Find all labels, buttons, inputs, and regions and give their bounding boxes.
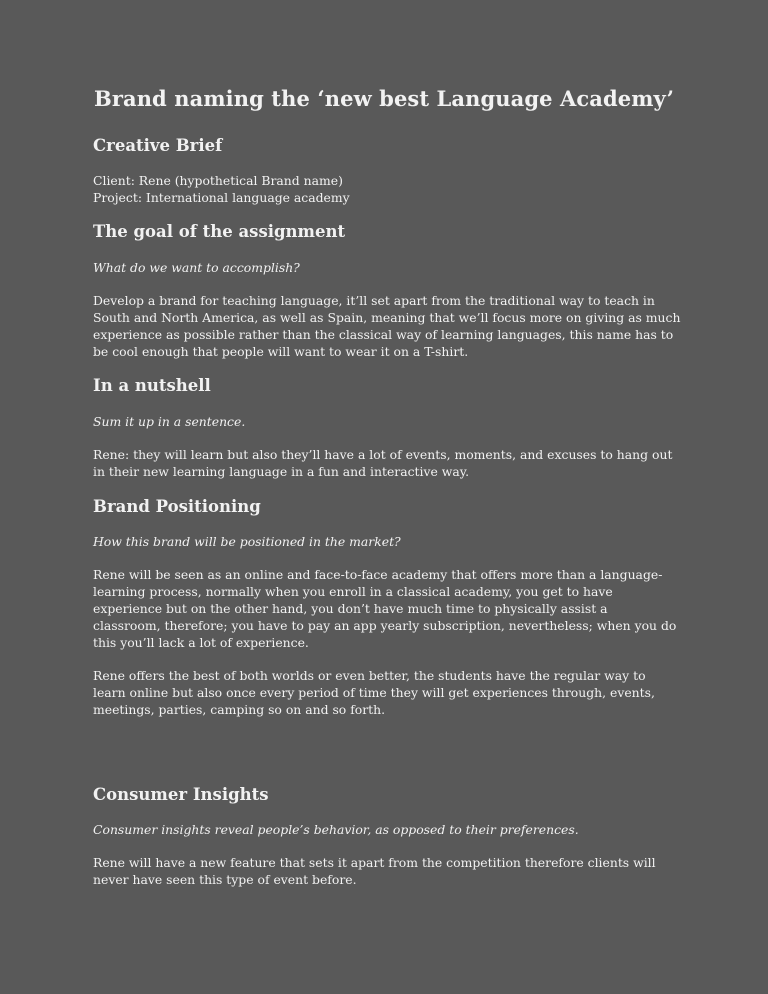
client-line: Client: Rene (hypothetical Brand name) [93,173,343,188]
positioning-heading: Brand Positioning [93,497,261,516]
nutshell-body: Rene: they will learn but also they’ll have a lot of events, moments, and excuses to hang out in their new learning language in a fun and interactive way. [93,447,673,479]
creative-brief-heading: Creative Brief [93,136,223,155]
nutshell-prompt: Sum it up in a sentence. [93,414,246,429]
insights-heading: Consumer Insights [93,785,269,804]
goal-body: Develop a brand for teaching language, it’ll set apart from the traditional way to teach in South and North America, as well as Spain, meaning that we’ll focus more on giving as much experience as possible rather than the classical way of learning languages, this name has to be cool enough that people will want to wear it on a T-shirt. [93,293,681,359]
insights-prompt: Consumer insights reveal people’s behavior, as opposed to their preferences. [93,822,579,837]
goal-prompt: What do we want to accomplish? [93,260,300,275]
document-title: Brand naming the ‘new best Language Academy’ [93,86,675,111]
nutshell-heading: In a nutshell [93,376,211,395]
project-line: Project: International language academy [93,190,350,205]
goal-heading: The goal of the assignment [93,222,346,241]
positioning-body-1: Rene will be seen as an online and face-to-face academy that offers more than a language-learning process, normally when you enroll in a classical academy, you get to have experience but on the other hand, you don’t have much time to physically assist a classroom, therefore; you have to pay an app yearly subscription, nevertheless; when you do this you’ll lack a lot of experience. [93,567,677,650]
positioning-prompt: How this brand will be positioned in the market? [93,534,401,549]
insights-body: Rene will have a new feature that sets it apart from the competition therefore clients will never have seen this type of event before. [93,855,656,887]
positioning-body-2: Rene offers the best of both worlds or even better, the students have the regular way to learn online but also once every period of time they will get experiences through, events, meetings, parties, camping so on and so forth. [93,668,655,717]
